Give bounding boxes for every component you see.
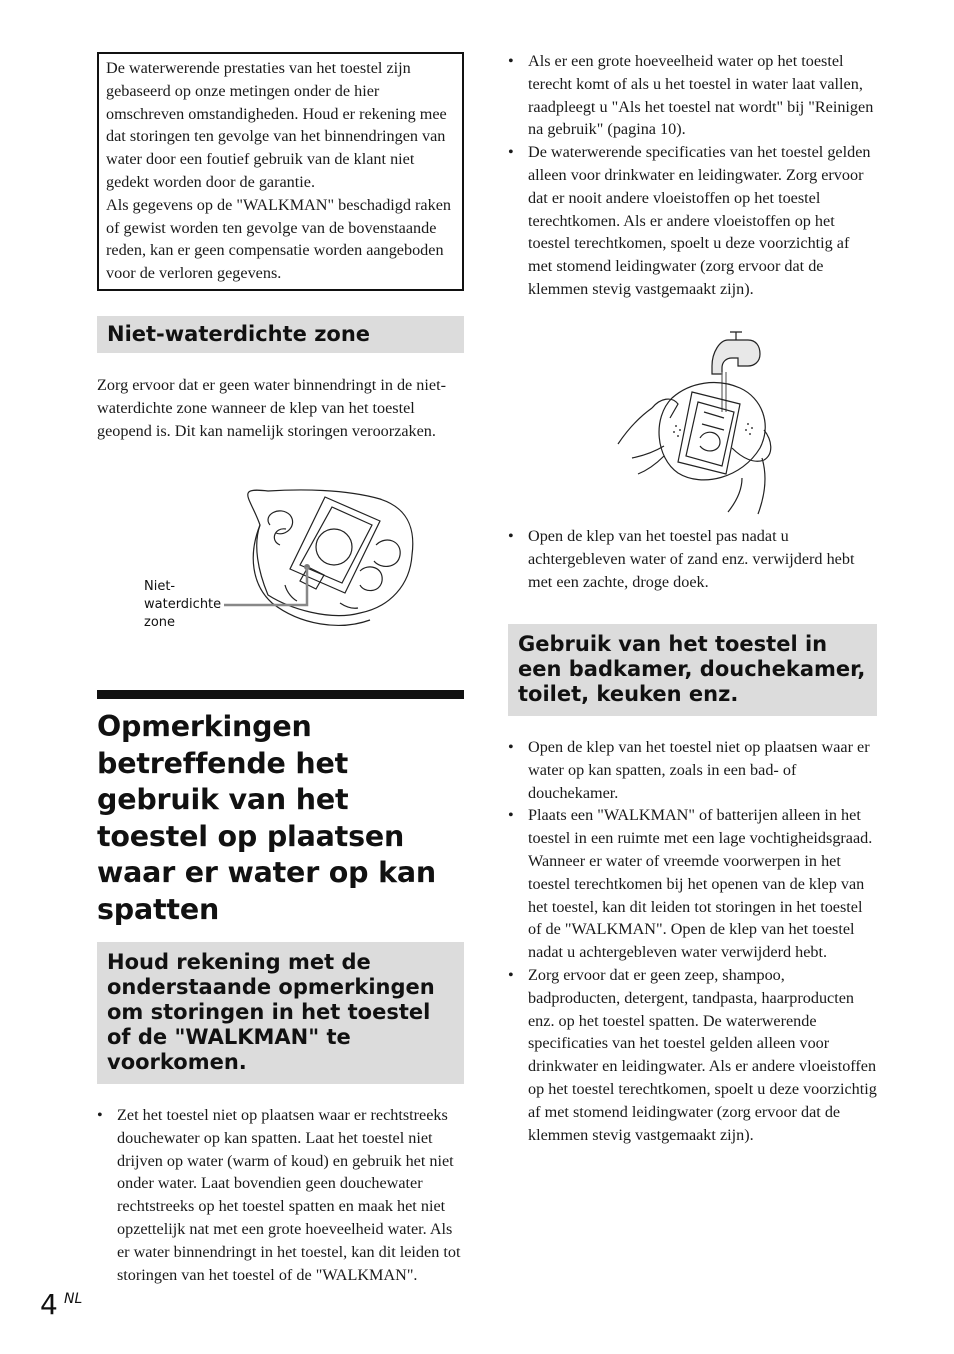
bullet-dot: • (508, 527, 514, 545)
page-number: 4 (40, 1288, 58, 1321)
main-section (97, 690, 464, 1286)
right-column (508, 50, 877, 301)
list-item-text: Zet het toestel niet op plaatsen waar er rechtstreeks douchewater op kan spatten. Laat het toestel niet drijven op water (warm of koud) en gebruik het niet onder water. Laat bovendien geen douchewater rechtstreeks op het toestel spatten en maak het niet opzettelijk nat met een grote hoeveelheid water. Als er water binnendringt in het toestel, kan dit leiden tot storingen van het toestel of de "WALKMAN". (117, 1106, 461, 1284)
list-item (508, 141, 877, 301)
main-title: Opmerkingen betreffende het gebruik van het toestel op plaatsen waar er water op kan spatten (97, 690, 464, 928)
page-language-code: NL (64, 1291, 83, 1307)
bullet-dot: • (97, 1106, 103, 1124)
niet-waterdichte-text: Zorg ervoor dat er geen water binnendringt in de niet-waterdichte zone wanneer de klep van het toestel geopend is. Dit kan namelijk storingen veroorzaken. (97, 375, 446, 440)
list-item (97, 1104, 464, 1286)
right-column-bottom (508, 624, 877, 1146)
non-waterproof-zone-label-3: zone (144, 615, 176, 630)
precautions-list (97, 1104, 464, 1286)
bullet-dot: • (508, 52, 514, 70)
non-waterproof-zone-label-2: waterdichte (144, 597, 222, 612)
warranty-notice-box (97, 52, 464, 291)
opening-notes-list (508, 525, 877, 593)
bullet-dot: • (508, 143, 514, 162)
non-waterproof-zone-figure (140, 485, 420, 635)
list-item (508, 804, 877, 964)
list-item (508, 964, 877, 1146)
bullet-dot: • (508, 965, 514, 984)
list-item-text: Open de klep van het toestel pas nadat u achtergebleven water of zand enz. verwijderd hebt met een zachte, droge doek. (528, 527, 855, 591)
precautions-heading: Houd rekening met de onderstaande opmerkingen om storingen in het toestel of de "WALKMAN" te voorkomen. (97, 942, 464, 1084)
water-notes-list (508, 50, 877, 301)
list-item-text: Plaats een "WALKMAN" of batterijen alleen in het toestel in een ruimte met een lage vochtigheidsgraad. Wanneer er water of vreemde voorwerpen in het toestel terechtkomen bij het openen van de klep van het toestel, kan dit leiden tot storingen in het toestel of de "WALKMAN". Open de klep van het toestel nadat u achtergebleven water verwijderd hebt. (528, 806, 873, 962)
left-column (97, 52, 464, 442)
list-item-text: De waterwerende specificaties van het toestel gelden alleen voor drinkwater en leidingwater. Zorg ervoor dat er nooit andere vloeistoffen op het toestel terechtkomen. Als er andere vloeistoffen op het toestel terechtkomen, spoelt u deze voorzichtig af met stomend leidingwater (zorg ervoor dat de klemmen stevig vastgemaakt zijn). (528, 143, 871, 298)
list-item-text: Als er een grote hoeveelheid water op het toestel terecht komt of als u het toestel in water laat vallen, raadpleegt u "Als het toestel nat wordt" bij "Reinigen na gebruik" (pagina 10). (528, 52, 874, 139)
non-waterproof-zone-label-1: Niet- (144, 579, 176, 594)
list-item (508, 736, 877, 804)
list-item-text: Zorg ervoor dat er geen zeep, shampoo, badproducten, detergent, tandpasta, haarproducten enz. op het toestel spatten. De waterwerende specificaties van het toestel gelden alleen voor drinkwater en leidingwater. Als er andere vloeistoffen op het toestel terechtkomen, spoelt u deze voorzichtig af met stomend leidingwater (zorg ervoor dat de klemmen stevig vastgemaakt zijn). (528, 965, 877, 1144)
list-item (508, 50, 877, 141)
list-item-text: Open de klep van het toestel niet op plaatsen waar er water op kan spatten, zoals in een bad- of douchekamer. (528, 738, 870, 802)
niet-waterdichte-heading: Niet-waterdichte zone (97, 316, 464, 353)
bathroom-use-heading: Gebruik van het toestel in een badkamer, douchekamer, toilet, keuken enz. (508, 624, 877, 716)
bullet-dot: • (508, 806, 514, 825)
bullet-dot: • (508, 738, 514, 756)
rinsing-figure (612, 328, 777, 518)
list-item (508, 525, 877, 593)
right-column-mid (508, 525, 877, 593)
bathroom-notes-list (508, 736, 877, 1146)
data-loss-notice-paragraph: Als gegevens op de "WALKMAN" beschadigd raken of gewist worden ten gevolge van de bovenstaande reden, kan er geen compensatie worden aangeboden voor de verloren gegevens. (106, 195, 451, 283)
warranty-notice-paragraph: De waterwerende prestaties van het toestel zijn gebaseerd op onze metingen onder de hier omschreven omstandigheden. Houd er rekening mee dat storingen ten gevolge van het binnendringen van water door een foutief gebruik van de klant niet gedekt worden door de garantie. (106, 59, 447, 191)
rinse-under-tap-illustration (612, 328, 777, 518)
